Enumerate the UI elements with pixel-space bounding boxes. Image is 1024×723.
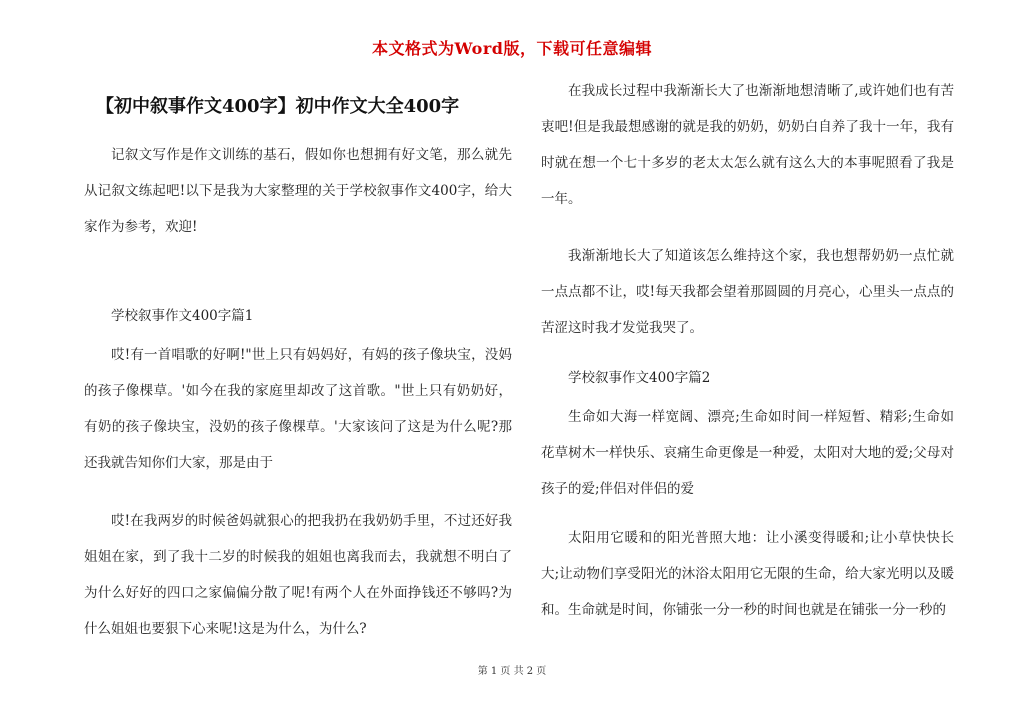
story-paragraph-1: 哎!有一首唱歌的好啊!"世上只有妈妈好，有妈的孩子像块宝，没妈的孩子像棵草。'如今在我的家庭里却改了这首歌。"世上只有奶奶好，有奶的孩子像块宝，没奶的孩子像棵草。'大家该问了这是为什么呢?那还我就告知你们大家，那是由于: [84, 347, 512, 471]
document-title: 【初中叙事作文400字】初中作文大全400字: [96, 96, 460, 117]
word-format-banner: 本文格式为Word版，下载可任意编辑: [372, 39, 652, 58]
section-heading-2: 学校叙事作文400字篇2: [568, 370, 711, 386]
story-paragraph-5: 生命如大海一样宽阔、漂亮;生命如时间一样短暂、精彩;生命如花草树木一样快乐、哀痛生命更像是一种爱，太阳对大地的爱;父母对孩子的爱;伴侣对伴侣的爱: [541, 409, 954, 497]
intro-paragraph: 记叙文写作是作文训练的基石，假如你也想拥有好文笔，那么就先从记叙文练起吧!以下是我为大家整理的关于学校叙事作文400字，给大家作为参考，欢迎!: [84, 147, 512, 235]
story-paragraph-6: 太阳用它暖和的阳光普照大地：让小溪变得暖和;让小草快快长大;让动物们享受阳光的沐浴太阳用它无限的生命，给大家光明以及暖和。生命就是时间，你铺张一分一秒的时间也就是在铺张一分一秒的: [541, 530, 954, 618]
story-paragraph-3: 在我成长过程中我渐渐长大了也渐渐地想清晰了,或许她们也有苦衷吧!但是我最想感谢的就是我的奶奶，奶奶白自养了我十一年，我有时就在想一个七十多岁的老太太怎么就有这么大的本事呢照看了我是一年。: [541, 83, 954, 207]
page-number: 第 1 页 共 2 页: [477, 666, 547, 677]
story-paragraph-2: 哎!在我两岁的时候爸妈就狠心的把我扔在我奶奶手里，不过还好我姐姐在家，到了我十二岁的时候我的姐姐也离我而去，我就想不明白了为什么好好的四口之家偏偏分散了呢!有两个人在外面挣钱还不够吗?为什么姐姐也要狠下心来呢!这是为什么，为什么?: [84, 513, 512, 637]
section-heading-1: 学校叙事作文400字篇1: [111, 308, 254, 324]
story-paragraph-4: 我渐渐地长大了知道该怎么维持这个家，我也想帮奶奶一点忙就一点点都不让，哎!每天我都会望着那圆圆的月亮心，心里头一点点的苦涩这时我才发觉我哭了。: [541, 248, 954, 336]
